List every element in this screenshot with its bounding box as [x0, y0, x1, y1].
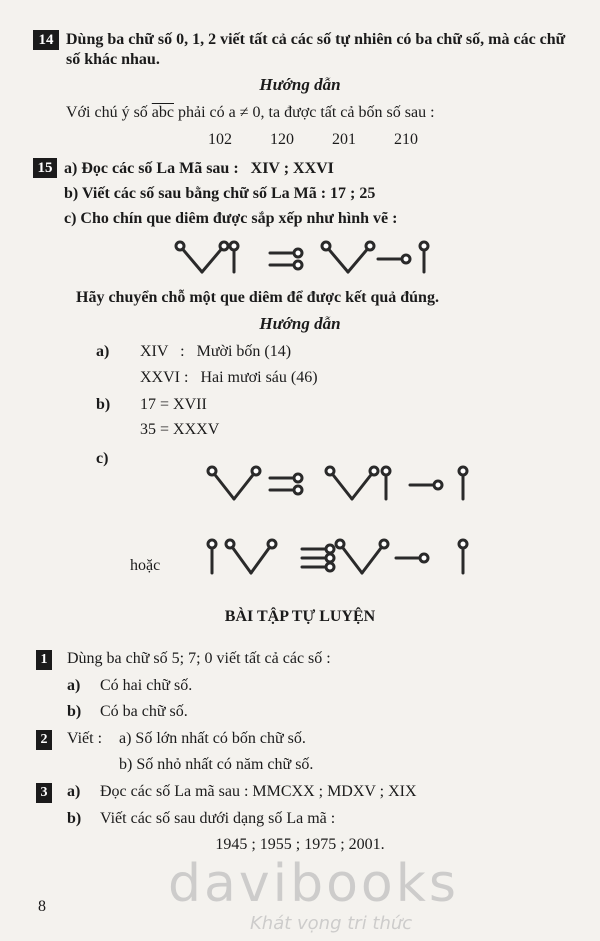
or-label: hoặc: [130, 557, 161, 574]
exercise-15-part-c: c) Cho chín que diêm được sắp xếp như hình vẽ :: [64, 210, 398, 227]
exercise-15-instruction: Hãy chuyển chỗ một que diêm để được kết quả đúng.: [76, 289, 439, 306]
practice-2-b-text: b) Số nhỏ nhất có năm chữ số.: [119, 756, 314, 773]
matchstick-puzzle-figure: [0, 235, 600, 295]
exercise-15-part-b: b) Viết các số sau bằng chữ số La Mã : 17 ; 25: [64, 185, 376, 202]
answer-b-label: b): [96, 396, 111, 413]
result-number: 102: [208, 131, 232, 148]
watermark-tagline: Khát vọng tri thức: [250, 913, 413, 934]
practice-3-years: 1945 ; 1955 ; 1975 ; 2001.: [215, 836, 385, 853]
practice-2-number: 2: [36, 730, 52, 750]
guide-text-pre: Với chú ý số: [66, 104, 148, 121]
practice-3-a-text: Đọc các số La mã sau : MMCXX ; MDXV ; XIX: [100, 783, 417, 800]
answer-b-line1: 17 = XVII: [140, 396, 207, 413]
practice-1-b-text: Có ba chữ số.: [100, 703, 188, 720]
exercise-15-part-a: a) Đọc các số La Mã sau : XIV ; XXVI: [64, 160, 334, 177]
practice-3-a-label: a): [67, 783, 81, 800]
practice-1-question: Dùng ba chữ số 5; 7; 0 viết tất cả các số :: [67, 650, 331, 667]
result-number: 210: [394, 131, 418, 148]
page-number: 8: [38, 898, 46, 915]
practice-1-a-label: a): [67, 677, 81, 694]
result-number: 120: [270, 131, 294, 148]
guide-text-post: phải có a ≠ 0, ta được tất cả bốn số sau :: [178, 104, 435, 121]
practice-1-a-text: Có hai chữ số.: [100, 677, 193, 694]
answer-c-label: c): [96, 450, 109, 467]
exercise-14-question-line2: số khác nhau.: [66, 51, 160, 68]
matchstick-solution-2: [0, 533, 600, 583]
exercise-14-number: 14: [33, 30, 59, 50]
practice-2-a-text: a) Số lớn nhất có bốn chữ số.: [119, 730, 306, 747]
watermark-brand: davibooks: [168, 854, 459, 914]
practice-1-b-label: b): [67, 703, 82, 720]
answer-a-label: a): [96, 343, 110, 360]
practice-3-b-label: b): [67, 810, 82, 827]
exercise-14-question-line1: Dùng ba chữ số 0, 1, 2 viết tất cả các số tự nhiên có ba chữ số, mà các chữ: [66, 31, 566, 48]
answer-a-line1: XIV : Mười bốn (14): [140, 343, 292, 360]
answer-a-line2: XXVI : Hai mươi sáu (46): [140, 369, 318, 386]
exercise-15-guide-title: Hướng dẫn: [259, 314, 341, 333]
practice-section-title: BÀI TẬP TỰ LUYỆN: [224, 608, 376, 625]
practice-3-number: 3: [36, 783, 52, 803]
matchstick-solution-1: [0, 462, 600, 512]
answer-b-line2: 35 = XXXV: [140, 421, 220, 438]
exercise-14-guide-title: Hướng dẫn: [259, 75, 341, 94]
practice-3-b-text: Viết các số sau dưới dạng số La mã :: [100, 810, 336, 827]
exercise-15-number: 15: [33, 158, 57, 178]
overlined-abc: $\overline{abc}$: [151, 104, 174, 121]
practice-2-label: Viết :: [67, 730, 103, 747]
result-number: 201: [332, 131, 356, 148]
practice-1-number: 1: [36, 650, 52, 670]
exercise-14-guide-text: [66, 104, 435, 122]
